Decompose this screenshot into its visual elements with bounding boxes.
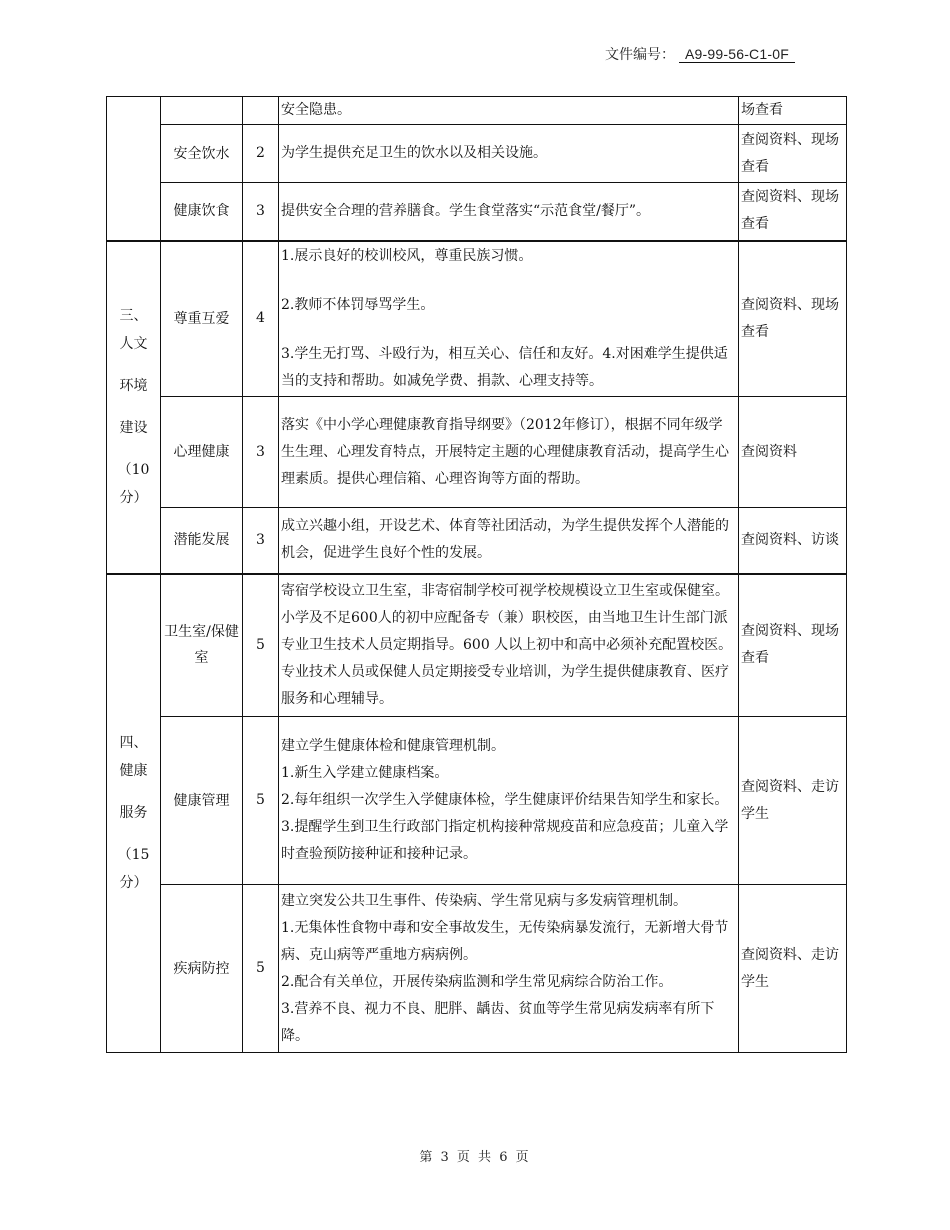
method-cell: 查阅资料、现场查看	[739, 183, 847, 241]
score-cell: 5	[243, 574, 279, 717]
content-line: 3.学生无打骂、斗殴行为，相互关心、信任和友好。4.对困难学生提供适当的支持和帮助。如减免学费、捐款、心理支持等。	[281, 345, 728, 389]
content-line: 3.提醒学生到卫生行政部门指定机构接种常规疫苗和应急疫苗；儿童入学时查验预防接种证和接种记录。	[281, 819, 729, 862]
score-cell: 3	[243, 508, 279, 574]
content-cell: 为学生提供充足卫生的饮水以及相关设施。	[279, 125, 739, 183]
category-line: 环境	[119, 378, 148, 394]
item-cell: 安全饮水	[161, 125, 243, 183]
item-cell	[161, 97, 243, 125]
item-cell: 健康饮食	[161, 183, 243, 241]
content-line: 建立突发公共卫生事件、传染病、学生常见病与多发病管理机制。	[281, 892, 687, 909]
content-line: 2.配合有关单位，开展传染病监测和学生常见病综合防治工作。	[281, 973, 673, 990]
item-cell: 健康管理	[161, 717, 243, 885]
content-line: 建立学生健康体检和健康管理机制。	[281, 738, 505, 754]
content-cell: 提供安全合理的营养膳食。学生食堂落实“示范食堂/餐厅”。	[279, 183, 739, 241]
category-line: 分）	[119, 490, 148, 506]
content-line: 1.展示良好的校训校风，尊重民族习惯。	[281, 247, 533, 264]
content-line: 3.营养不良、视力不良、肥胖、龋齿、贫血等学生常见病发病率有所下降。	[281, 1000, 715, 1044]
category-line: 三、	[119, 308, 148, 324]
score-cell: 5	[243, 717, 279, 885]
content-cell: 落实《中小学心理健康教育指导纲要》（2012年修订），根据不同年级学生生理、心理发育特点，开展特定主题的心理健康教育活动，提高学生心理素质。提供心理信箱、心理咨询等方面的帮助。	[279, 397, 739, 508]
method-cell: 查阅资料、走访学生	[739, 717, 847, 885]
table-row	[107, 241, 847, 397]
category-line: 人文	[119, 336, 148, 352]
content-cell: 成立兴趣小组，开设艺术、体育等社团活动，为学生提供发挥个人潜能的机会，促进学生良好个性的发展。	[279, 508, 739, 574]
category-line: 分）	[119, 875, 148, 892]
method-cell: 查阅资料、现场查看	[739, 125, 847, 183]
table-row	[107, 125, 847, 183]
content-line: 2.每年组织一次学生入学健康体检，学生健康评价结果告知学生和家长。	[281, 792, 729, 808]
category-cell-continued	[107, 97, 161, 241]
content-cell: 寄宿学校设立卫生室，非寄宿制学校可视学校规模设立卫生室或保健室。小学及不足600人的初中应配备专（兼）职校医，由当地卫生计生部门派专业卫生技术人员定期指导。600 人以上初中和高中必须补充配置校医。专业技术人员或保健人员定期接受专业培训，为学生提供健康教育、医疗服务和心理辅导。	[279, 574, 739, 717]
category-cell-section3	[107, 241, 161, 574]
category-line: 四、	[119, 735, 148, 752]
document-number	[605, 44, 795, 64]
content-cell	[279, 717, 739, 885]
document-number-code: A9-99-56-C1-0F	[679, 46, 795, 63]
score-cell: 3	[243, 397, 279, 508]
score-cell	[243, 97, 279, 125]
item-cell: 卫生室/保健室	[161, 574, 243, 717]
method-cell: 查阅资料、现场查看	[739, 241, 847, 397]
score-cell: 3	[243, 183, 279, 241]
method-cell: 场查看	[739, 97, 847, 125]
table-row	[107, 574, 847, 717]
score-cell: 5	[243, 885, 279, 1053]
method-cell: 查阅资料、走访学生	[739, 885, 847, 1053]
category-cell-section4	[107, 574, 161, 1053]
category-line: （15	[117, 847, 150, 864]
assessment-table	[106, 96, 847, 1053]
method-cell: 查阅资料、现场查看	[739, 574, 847, 717]
method-cell: 查阅资料、访谈	[739, 508, 847, 574]
item-cell: 疾病防控	[161, 885, 243, 1053]
content-line: 1.无集体性食物中毒和安全事故发生，无传染病暴发流行，无新增大骨节病、克山病等严重地方病病例。	[281, 919, 729, 963]
score-cell: 4	[243, 241, 279, 397]
method-cell: 查阅资料	[739, 397, 847, 508]
table-row	[107, 183, 847, 241]
content-cell: 安全隐患。	[279, 97, 739, 125]
table-row	[107, 885, 847, 1053]
item-cell: 尊重互爱	[161, 241, 243, 397]
content-line: 1.新生入学建立健康档案。	[281, 765, 449, 781]
category-line: 健康	[119, 763, 148, 780]
category-line: （10	[117, 462, 150, 478]
content-cell	[279, 241, 739, 397]
content-line: 2.教师不体罚辱骂学生。	[281, 296, 435, 313]
category-line: 服务	[119, 805, 148, 822]
category-line: 建设	[119, 420, 148, 436]
table-row	[107, 397, 847, 508]
item-cell: 潜能发展	[161, 508, 243, 574]
content-cell	[279, 885, 739, 1053]
page-footer: 第 3 页 共 6 页	[419, 1150, 531, 1165]
table-row	[107, 508, 847, 574]
table-row	[107, 97, 847, 125]
item-cell: 心理健康	[161, 397, 243, 508]
score-cell: 2	[243, 125, 279, 183]
document-number-label: 文件编号：	[605, 46, 675, 62]
table-row	[107, 717, 847, 885]
